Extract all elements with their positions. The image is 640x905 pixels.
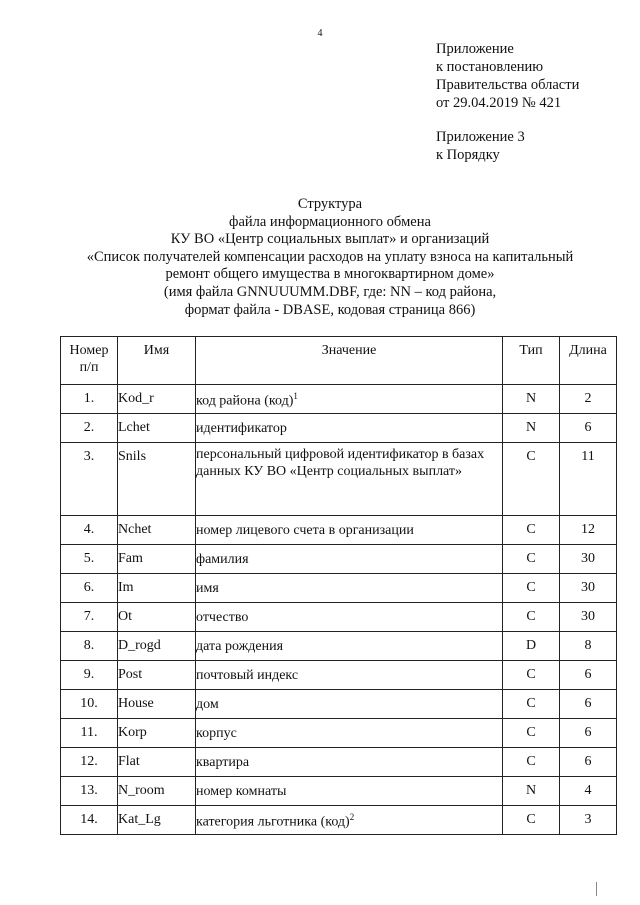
header-name: Имя xyxy=(118,337,196,385)
cell-length: 6 xyxy=(560,661,617,690)
cell-length: 30 xyxy=(560,574,617,603)
cell-type: C xyxy=(503,603,560,632)
table-row xyxy=(61,443,617,516)
cell-type: C xyxy=(503,661,560,690)
table-row xyxy=(61,414,617,443)
cell-name: Nchet xyxy=(118,516,196,545)
header-length: Длина xyxy=(560,337,617,385)
value-text: код района (код) xyxy=(196,393,294,409)
appendix-line: от 29.04.2019 № 421 xyxy=(436,95,562,111)
document-heading xyxy=(0,196,640,319)
cell-num: 3. xyxy=(61,443,118,516)
cell-type: C xyxy=(503,443,560,516)
appendix-block xyxy=(436,40,579,112)
cell-length: 30 xyxy=(560,603,617,632)
cell-type: C xyxy=(503,748,560,777)
cell-value: имя xyxy=(196,574,503,603)
heading-line: (имя файла GNNUUUMM.DBF, где: NN – код района, xyxy=(163,283,497,300)
cell-length: 11 xyxy=(560,443,617,516)
cell-value: фамилия xyxy=(196,545,503,574)
cell-name: House xyxy=(118,690,196,719)
cell-length: 3 xyxy=(560,806,617,835)
table-row xyxy=(61,690,617,719)
cell-num: 10. xyxy=(61,690,118,719)
cell-num: 13. xyxy=(61,777,118,806)
cell-name: Fam xyxy=(118,545,196,574)
structure-table xyxy=(60,336,617,835)
table-row xyxy=(61,748,617,777)
appendix-sub-line: к Порядку xyxy=(436,147,500,163)
cell-num: 1. xyxy=(61,385,118,414)
cell-type: N xyxy=(503,414,560,443)
cell-length: 2 xyxy=(560,385,617,414)
table-row xyxy=(61,603,617,632)
cell-value xyxy=(196,806,503,835)
appendix-line: Правительства области xyxy=(436,77,580,93)
cell-type: C xyxy=(503,719,560,748)
table-row xyxy=(61,661,617,690)
cell-length: 6 xyxy=(560,690,617,719)
cell-num: 9. xyxy=(61,661,118,690)
cell-value: почтовый индекс xyxy=(196,661,503,690)
table-row xyxy=(61,516,617,545)
scan-artifact xyxy=(596,882,597,896)
heading-line: файла информационного обмена xyxy=(229,213,431,230)
appendix-sub-line: Приложение 3 xyxy=(436,129,525,145)
cell-value xyxy=(196,385,503,414)
table-row xyxy=(61,385,617,414)
header-type: Тип xyxy=(503,337,560,385)
cell-value: номер лицевого счета в организации xyxy=(196,516,503,545)
cell-name: Korp xyxy=(118,719,196,748)
header-value: Значение xyxy=(196,337,503,385)
cell-name: Post xyxy=(118,661,196,690)
cell-num: 11. xyxy=(61,719,118,748)
appendix-sub-block xyxy=(436,128,525,164)
header-num: Номер п/п xyxy=(61,337,118,385)
cell-type: D xyxy=(503,632,560,661)
cell-num: 4. xyxy=(61,516,118,545)
page-number: 4 xyxy=(317,28,323,39)
cell-name: Ot xyxy=(118,603,196,632)
cell-type: C xyxy=(503,690,560,719)
cell-length: 6 xyxy=(560,414,617,443)
cell-length: 12 xyxy=(560,516,617,545)
cell-name: D_rogd xyxy=(118,632,196,661)
cell-value: идентификатор xyxy=(196,414,503,443)
cell-value: отчество xyxy=(196,603,503,632)
cell-length: 6 xyxy=(560,748,617,777)
cell-num: 14. xyxy=(61,806,118,835)
cell-num: 7. xyxy=(61,603,118,632)
heading-line: формат файла - DBASE, кодовая страница 866) xyxy=(184,301,476,318)
heading-line: ремонт общего имущества в многоквартирном доме» xyxy=(165,266,495,283)
table-row xyxy=(61,545,617,574)
cell-length: 6 xyxy=(560,719,617,748)
cell-value: квартира xyxy=(196,748,503,777)
heading-line: Структура xyxy=(297,196,363,212)
table-row xyxy=(61,806,617,835)
footnote-mark: 1 xyxy=(293,391,298,402)
heading-line: «Список получателей компенсации расходов на уплату взноса на капитальный xyxy=(86,248,574,265)
cell-value: дата рождения xyxy=(196,632,503,661)
table-row xyxy=(61,574,617,603)
cell-name: N_room xyxy=(118,777,196,806)
cell-value: номер комнаты xyxy=(196,777,503,806)
cell-name: Im xyxy=(118,574,196,603)
cell-name: Kod_r xyxy=(118,385,196,414)
cell-num: 12. xyxy=(61,748,118,777)
cell-type: C xyxy=(503,574,560,603)
cell-value: корпус xyxy=(196,719,503,748)
cell-name: Lchet xyxy=(118,414,196,443)
cell-name: Snils xyxy=(118,443,196,516)
cell-name: Flat xyxy=(118,748,196,777)
table-body xyxy=(61,385,617,835)
cell-num: 6. xyxy=(61,574,118,603)
appendix-line: Приложение xyxy=(436,41,514,57)
cell-num: 5. xyxy=(61,545,118,574)
cell-length: 4 xyxy=(560,777,617,806)
table-row xyxy=(61,719,617,748)
cell-length: 8 xyxy=(560,632,617,661)
footnote-mark: 2 xyxy=(349,812,355,823)
cell-type: C xyxy=(503,516,560,545)
cell-type: C xyxy=(503,545,560,574)
appendix-line: к постановлению xyxy=(436,59,544,75)
cell-num: 2. xyxy=(61,414,118,443)
table-row xyxy=(61,632,617,661)
cell-num: 8. xyxy=(61,632,118,661)
cell-name: Kat_Lg xyxy=(118,806,196,835)
cell-value: дом xyxy=(196,690,503,719)
cell-type: C xyxy=(503,806,560,835)
cell-type: N xyxy=(503,385,560,414)
value-text: категория льготника (код) xyxy=(196,814,350,830)
cell-length: 30 xyxy=(560,545,617,574)
table-header-row xyxy=(61,337,617,385)
heading-line: КУ ВО «Центр социальных выплат» и организаций xyxy=(170,231,490,248)
table-row xyxy=(61,777,617,806)
cell-type: N xyxy=(503,777,560,806)
cell-value: персональный цифровой идентификатор в базах данных КУ ВО «Центр социальных выплат» xyxy=(196,443,503,516)
